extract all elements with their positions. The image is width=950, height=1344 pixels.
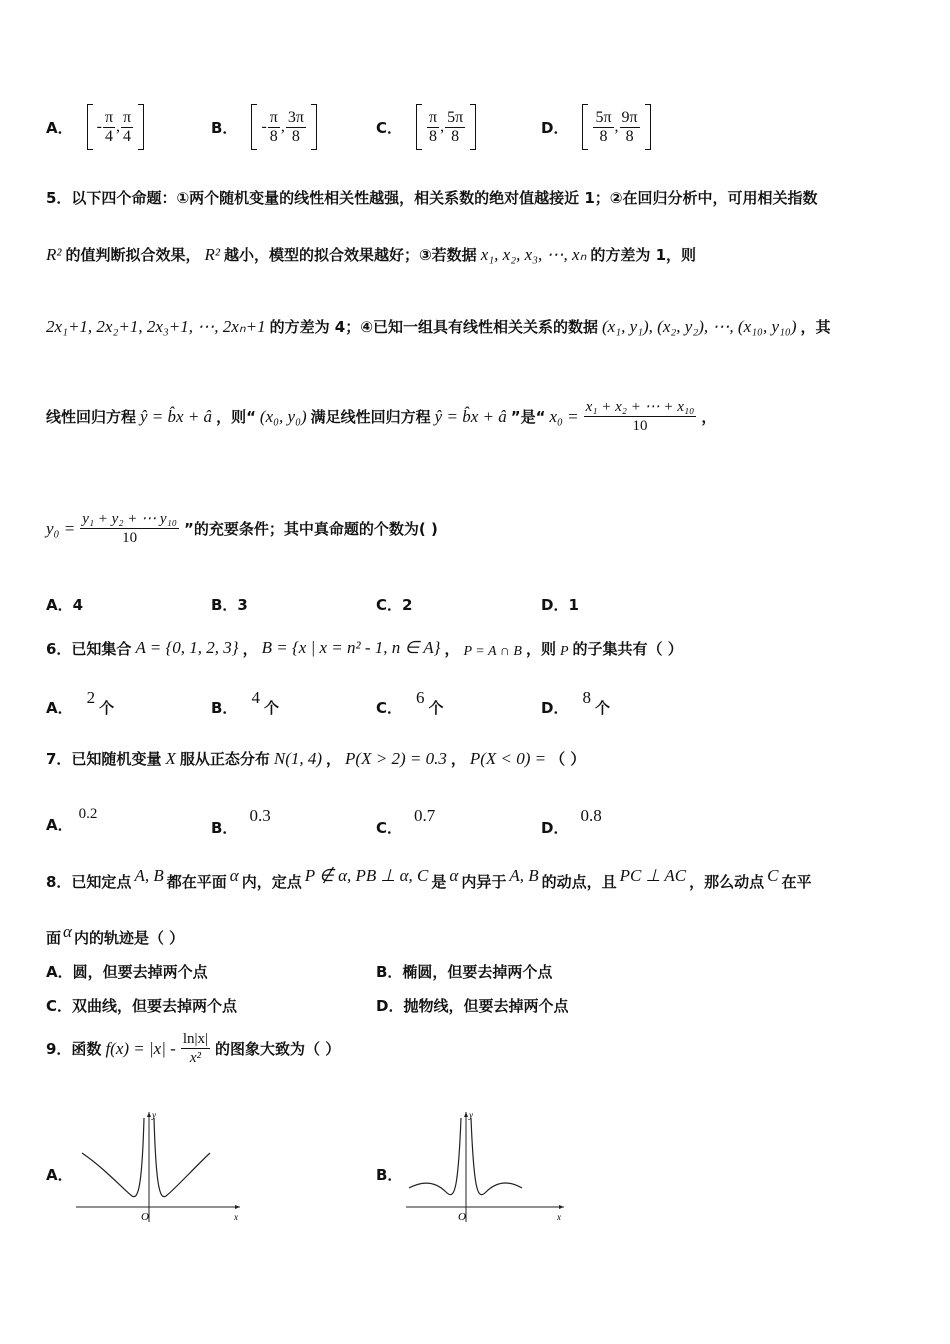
text: ，则: [525, 639, 556, 658]
option-unit: 个: [263, 699, 279, 717]
q6-option-b[interactable]: [211, 688, 279, 718]
text: 7．已知随机变量: [46, 750, 162, 768]
mean-x-fraction: $\frac{\text{x₁ + x₂ + ⋯ + x₁₀}}{10}$: [585, 399, 695, 434]
curve-right: [471, 1118, 522, 1195]
option-value: 2: [86, 688, 96, 707]
set-b: B = {x | x = n² - 1, n ∈ A}: [261, 638, 441, 657]
plane-alpha: α: [229, 866, 239, 885]
point-conditions: P ∉ α, PB ⊥ α, C: [304, 866, 429, 885]
var-x: X: [165, 748, 176, 768]
q7-option-a[interactable]: [46, 806, 97, 835]
interval: $\frac{5\pi}{8}$ , $\frac{9\pi}{8}$: [582, 104, 650, 150]
q5-line-5: [46, 510, 438, 547]
text: ”的充要条件；其中真命题的个数为( ): [184, 520, 438, 538]
interval: - $\frac{\pi}{8}$ , $\frac{3\pi}{8}$: [251, 104, 316, 150]
q9-option-a[interactable]: [46, 1108, 246, 1228]
prob-gt-2: P(X > 2) = 0.3: [345, 748, 447, 768]
q4-option-c[interactable]: [376, 104, 476, 150]
option-label: D．: [541, 699, 569, 717]
option-value: 0.3: [249, 806, 271, 825]
text: 内，定点: [241, 873, 302, 891]
q4-option-d[interactable]: [541, 104, 651, 150]
text: ，: [242, 639, 258, 658]
q5-option-c[interactable]: C．2: [376, 596, 413, 614]
regression-equation: ŷ = b̂x + â: [140, 406, 213, 426]
q5-line-2: [46, 244, 696, 265]
prob-lt-0: P(X < 0) =: [469, 748, 547, 768]
text: ，: [701, 408, 717, 426]
point: (x₀, y₀): [259, 406, 307, 426]
q6-stem: [46, 636, 683, 660]
option-label: A．: [46, 1166, 73, 1184]
q7-stem: [46, 748, 585, 769]
q6-option-a[interactable]: [46, 688, 114, 718]
x-axis-arrow: [559, 1205, 564, 1209]
curve-right: [154, 1118, 210, 1197]
option-value: 0.2: [78, 806, 98, 822]
option-value: 0.8: [580, 806, 602, 825]
option-value: 0.7: [414, 806, 436, 825]
text: 的值判断拟合效果，: [65, 246, 201, 264]
text: 的方差为 4；④已知一组具有线性相关关系的数据: [269, 318, 598, 336]
q5-option-a[interactable]: A．4: [46, 596, 84, 614]
x0-equals: x₀ =: [549, 406, 579, 426]
x-label: x: [234, 1212, 238, 1222]
normal-distribution: N(1, 4): [273, 748, 323, 768]
q8-option-a[interactable]: A．圆，但要去掉两个点: [46, 963, 208, 981]
point-c: C: [767, 866, 779, 885]
text: 的图象大致为（ ）: [215, 1040, 341, 1058]
origin-label: O: [141, 1211, 149, 1223]
q4-option-a[interactable]: [46, 104, 144, 150]
option-label: B．: [211, 699, 238, 717]
option-label: A．: [46, 699, 73, 717]
text: 的方差为 1，则: [590, 246, 697, 264]
q7-option-b[interactable]: [211, 806, 271, 838]
q8-option-d[interactable]: D．抛物线，但要去掉两个点: [376, 997, 569, 1015]
log-fraction: $\frac{\ln|x|}{\text{x²}}$: [182, 1031, 208, 1066]
fraction: $\frac{\pi}{8}$: [269, 108, 278, 145]
text: 的动点，且: [541, 873, 617, 891]
q5-option-b[interactable]: B．3: [211, 596, 248, 614]
text: ，: [444, 639, 460, 658]
option-value: 4: [251, 688, 260, 707]
text: 的子集共有（ ）: [572, 639, 683, 658]
origin-label: O: [458, 1211, 466, 1223]
q9-stem: [46, 1030, 340, 1067]
option-label: A．: [46, 118, 73, 137]
minus-sign: -: [96, 118, 102, 135]
interval: - $\frac{\pi}{4}$ , $\frac{\pi}{4}$: [87, 104, 144, 150]
option-label: B．: [211, 819, 238, 837]
q8-stem-line-2: [46, 922, 184, 948]
x-label: x: [557, 1212, 561, 1222]
r-squared: R²: [204, 244, 220, 264]
fraction: $\frac{5\pi}{8}$: [447, 108, 464, 145]
q8-stem-line-1: [46, 866, 811, 892]
set-p: P = A ∩ B: [463, 644, 522, 659]
fraction: $\frac{\pi}{4}$: [104, 108, 114, 145]
option-label: B．: [376, 1166, 403, 1184]
transformed-sequence: 2x₁+1, 2x₂+1, 2x₃+1, ⋯, 2xₙ+1: [46, 316, 266, 336]
text: ”是“: [510, 408, 546, 426]
option-label: A．: [46, 816, 73, 834]
text: 8．已知定点: [46, 873, 132, 891]
graph-a: [74, 1108, 244, 1226]
q7-option-c[interactable]: [376, 806, 435, 838]
mean-y-fraction: $\frac{\text{y₁ + y₂ + ⋯ y₁₀}}{10}$: [82, 511, 178, 546]
text: 服从正态分布: [179, 750, 270, 768]
fraction: $\frac{3\pi}{8}$: [287, 108, 304, 145]
text: ，那么动点: [689, 873, 765, 891]
set-a: A = {0, 1, 2, 3}: [135, 638, 239, 657]
curve-left: [82, 1118, 144, 1197]
fraction: $\frac{5\pi}{8}$: [595, 108, 612, 145]
plane-alpha: α: [63, 922, 72, 941]
option-label: B．: [211, 118, 238, 137]
text: ，则“: [216, 408, 256, 426]
text: 内的轨迹是（ ）: [73, 929, 185, 947]
y-axis-arrow: [147, 1112, 151, 1117]
text: 面: [46, 929, 62, 947]
text: 线性回归方程: [46, 408, 137, 426]
text: ，: [326, 750, 342, 768]
text: 6．已知集合: [46, 639, 132, 658]
q6-option-c[interactable]: [376, 688, 444, 718]
q5-line-1: 5．以下四个命题：①两个随机变量的线性相关性越强，相关系数的绝对值越接近 1；②在回归分析中，可用相关指数: [46, 189, 818, 207]
option-label: C．: [376, 819, 403, 837]
option-label: D．: [541, 118, 569, 137]
q7-option-d[interactable]: [541, 806, 602, 838]
y-label: y: [152, 1110, 156, 1120]
graph-b: [404, 1108, 574, 1226]
y0-equals: y₀ =: [46, 518, 76, 538]
option-value: 8: [582, 688, 591, 707]
text: 是: [431, 873, 447, 891]
text: 越小，模型的拟合效果越好；③若数据: [223, 246, 477, 264]
r-squared: R²: [46, 244, 62, 264]
function-definition: f(x) = |x| -: [105, 1038, 176, 1058]
text: （ ）: [550, 750, 586, 768]
q5-line-4: [46, 398, 716, 435]
text: 满足线性回归方程: [310, 408, 431, 426]
data-pairs: (x₁, y₁), (x₂, y₂), ⋯, (x₁₀, y₁₀): [601, 316, 797, 336]
q5-option-d[interactable]: D．1: [541, 596, 579, 614]
interval: $\frac{\pi}{8}$ , $\frac{5\pi}{8}$: [416, 104, 476, 150]
text: 内异于: [461, 873, 507, 891]
y-axis-arrow: [464, 1112, 468, 1117]
text: ，: [450, 750, 466, 768]
perpendicular-condition: PC ⊥ AC: [619, 866, 687, 885]
q9-option-b[interactable]: [376, 1108, 576, 1228]
text: 9．函数: [46, 1040, 102, 1058]
text: 在平: [781, 873, 812, 891]
option-unit: 个: [99, 699, 115, 717]
regression-equation: ŷ = b̂x + â: [434, 406, 507, 426]
q5-line-3: [46, 316, 831, 337]
minus-sign: -: [261, 118, 267, 135]
fraction: $\frac{9\pi}{8}$: [621, 108, 638, 145]
q6-option-d[interactable]: [541, 688, 610, 718]
option-value: 6: [416, 688, 425, 707]
option-label: C．: [376, 699, 403, 717]
curve-left: [409, 1118, 461, 1195]
x-axis-arrow: [235, 1205, 240, 1209]
q4-option-b[interactable]: [211, 104, 317, 150]
y-label: y: [469, 1110, 473, 1120]
option-label: C．: [376, 118, 403, 137]
option-unit: 个: [594, 699, 610, 717]
plane-alpha: α: [449, 866, 459, 885]
q8-option-c[interactable]: C．双曲线，但要去掉两个点: [46, 997, 238, 1015]
q8-option-b[interactable]: B．椭圆，但要去掉两个点: [376, 963, 553, 981]
fraction: $\frac{\pi}{4}$: [123, 108, 132, 145]
points-ab: A, B: [509, 866, 539, 885]
var-p: P: [559, 644, 569, 659]
option-unit: 个: [428, 699, 444, 717]
text: ，其: [800, 318, 831, 336]
text: 都在平面: [166, 873, 227, 891]
data-sequence: x₁, x₂, x₃, ⋯, xₙ: [480, 244, 587, 264]
points-ab: A, B: [134, 866, 164, 885]
fraction: $\frac{\pi}{8}$: [429, 108, 438, 145]
option-label: D．: [541, 819, 569, 837]
